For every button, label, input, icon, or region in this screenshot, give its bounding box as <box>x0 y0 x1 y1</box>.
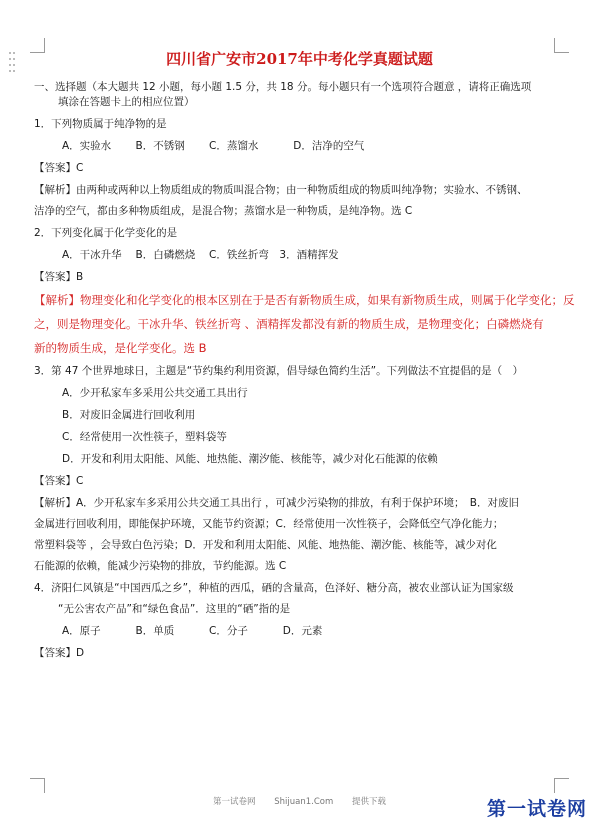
q1-analysis-cont: 洁净的空气，都由多种物质组成，是混合物；蒸馏水是一种物质，是纯净物。选 C <box>34 205 413 217</box>
q3-analysis-cont2: 常塑料袋等 ，会导致白色污染；D．开发和利用太阳能、风能、地热能、潮汐能、核能等，减少对化 <box>34 539 497 551</box>
q2-analysis-cont2: 新的物质生成，是化学变化。选 B <box>34 341 207 355</box>
q3-stem: 3．第 47 个世界地球日，主题是“节约集约利用资源，倡导绿色简约生活”。下列做法不宜提倡的是（ ） <box>34 365 524 377</box>
q2-answer: 【答案】B <box>34 271 84 283</box>
q2-stem: 2．下列变化属于化学变化的是 <box>34 227 178 239</box>
section-heading: 一、选择题（本大题共 12 小题，每小题 1.5 分，共 18 分。每小题只有一个选项符合题意 ，请将正确选项 <box>34 81 532 93</box>
q1-analysis: 【解析】由两种或两种以上物质组成的物质叫混合物；由一种物质组成的物质叫纯净物；实验水、不锈钢、 <box>34 184 528 196</box>
margin-corner-bottom-right <box>554 778 569 793</box>
q3-option-a: A．少开私家车多采用公共交通工具出行 <box>62 387 248 399</box>
q3-option-d: D．开发和利用太阳能、风能、地热能、潮汐能、核能等，减少对化石能源的依赖 <box>62 453 438 465</box>
q1-options: A．实验水 B．不锈钢 C．蒸馏水 D．洁净的空气 <box>62 140 365 152</box>
q3-answer: 【答案】C <box>34 475 84 487</box>
q3-analysis: 【解析】A．少开私家车多采用公共交通工具出行 ，可减少污染物的排放，有利于保护环境； B．对废旧 <box>34 497 519 509</box>
q2-analysis: 【解析】物理变化和化学变化的根本区别在于是否有新物质生成，如果有新物质生成，则属于化学变化；反 <box>34 293 575 307</box>
q2-analysis-cont: 之，则是物理变化。干冰升华、铁丝折弯 、酒精挥发都没有新的物质生成，是物理变化；白磷燃烧有 <box>34 317 544 331</box>
q3-analysis-cont3: 石能源的依赖，能减少污染物的排放，节约能源。选 C <box>34 560 287 572</box>
page-title: 四川省广安市2017年中考化学真题试题 <box>166 50 433 68</box>
section-heading-cont: 填涂在答题卡上的相应位置） <box>58 96 195 108</box>
margin-corner-bottom-left <box>30 778 45 793</box>
q2-options: A．干冰升华 B．白磷燃烧 C．铁丝折弯 3．酒精挥发 <box>62 249 339 261</box>
q4-stem: 4．济阳仁风镇是“中国西瓜之乡”，种植的西瓜，硒的含量高，色泽好、糖分高，被农业部认证为国家级 <box>34 582 514 594</box>
q4-answer: 【答案】D <box>34 647 85 659</box>
document-body <box>34 80 574 661</box>
site-logo: 第一试卷网 <box>486 798 587 820</box>
q4-stem-cont: “无公害农产品”和“绿色食品”．这里的“硒”指的是 <box>58 603 291 615</box>
q3-option-b: B．对废旧金属进行回收利用 <box>62 409 196 421</box>
q1-stem: 1．下列物质属于纯净物的是 <box>34 118 167 130</box>
q3-analysis-cont: 金属进行回收利用，即能保护环境，又能节约资源；C．经常使用一次性筷子，会降低空气净化能力； <box>34 518 504 530</box>
footer-site-name: 第一试卷网 <box>213 797 256 807</box>
q3-option-c: C．经常使用一次性筷子，塑料袋等 <box>62 431 227 443</box>
footer-download-note: 提供下载 <box>351 797 386 807</box>
footer-site-url[interactable]: Shijuan1.Com <box>274 797 334 807</box>
q4-options: A．原子 B．单质 C．分子 D．元素 <box>62 625 323 637</box>
q1-answer: 【答案】C <box>34 162 84 174</box>
